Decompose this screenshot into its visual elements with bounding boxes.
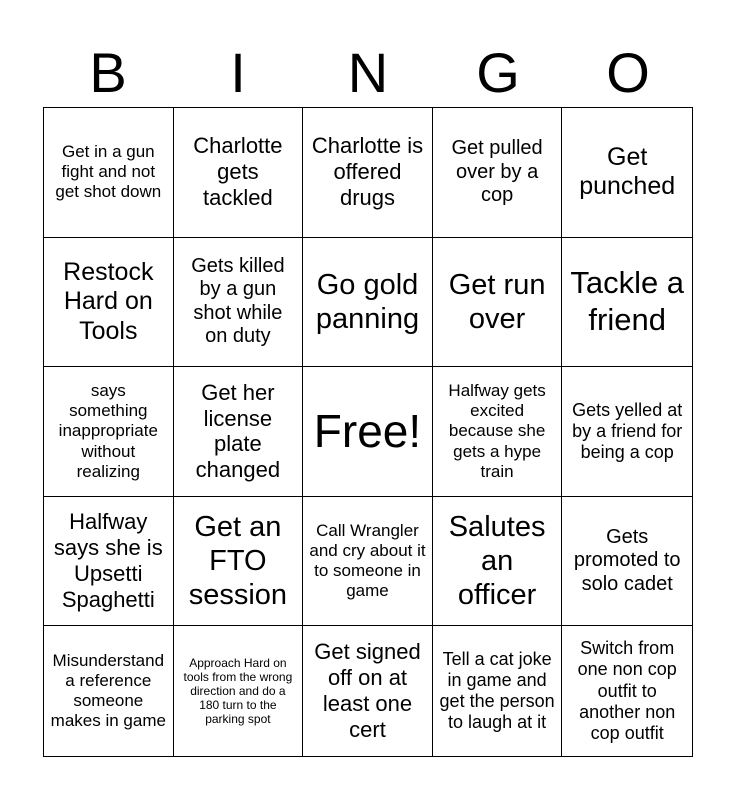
cell-text: Approach Hard on tools from the wrong direction and do a 180 turn to the parking spot — [183, 655, 293, 727]
cell-text: Call Wrangler and cry about it to someone in game — [309, 521, 426, 601]
cell-text: Tell a cat joke in game and get the person to laugh at it — [439, 648, 555, 733]
cell-text: Salutes an officer — [448, 510, 546, 612]
bingo-header — [43, 40, 693, 106]
cell-text: Get an FTO session — [188, 510, 288, 612]
bingo-cell[interactable] — [44, 497, 174, 627]
bingo-cell[interactable] — [303, 626, 433, 756]
bingo-cell[interactable] — [433, 367, 563, 497]
cell-text: Misunderstand a reference someone makes in game — [50, 651, 166, 731]
bingo-cell[interactable] — [44, 367, 174, 497]
cell-text: Halfway says she is Upsetti Spaghetti — [53, 509, 163, 613]
cell-text: Get her license plate changed — [195, 379, 281, 483]
cell-text: Get run over — [448, 268, 546, 335]
cell-text: says something inappropriate without realizing — [58, 381, 158, 481]
cell-text: Go gold panning — [315, 268, 420, 335]
cell-text: Get signed off on at least one cert — [314, 639, 421, 743]
bingo-cell[interactable] — [562, 367, 692, 497]
cell-text: Get pulled over by a cop — [451, 136, 543, 207]
free-space-text: Free! — [313, 405, 422, 458]
header-letter-g: G — [476, 41, 520, 104]
cell-text: Tackle a friend — [570, 265, 685, 337]
cell-text: Gets promoted to solo cadet — [573, 525, 681, 595]
header-letter-i: I — [230, 41, 246, 104]
cell-text: Gets yelled at by a friend for being a cop — [572, 399, 683, 463]
bingo-cell[interactable] — [174, 108, 304, 238]
bingo-cell[interactable] — [174, 238, 304, 368]
bingo-cell[interactable] — [433, 626, 563, 756]
cell-text: Restock Hard on Tools — [63, 257, 154, 345]
bingo-cell[interactable] — [44, 108, 174, 238]
header-letter-b: B — [89, 41, 127, 104]
cell-text: Get in a gun fight and not get shot down — [55, 142, 162, 202]
bingo-cell[interactable] — [303, 238, 433, 368]
free-space-cell[interactable] — [303, 367, 433, 497]
bingo-cell[interactable] — [174, 626, 304, 756]
bingo-cell[interactable] — [433, 497, 563, 627]
bingo-cell[interactable] — [174, 367, 304, 497]
bingo-cell[interactable] — [562, 108, 692, 238]
bingo-cell[interactable] — [44, 626, 174, 756]
cell-text: Charlotte is offered drugs — [311, 133, 424, 211]
cell-text: Get punched — [579, 142, 676, 201]
cell-text: Switch from one non cop outfit to another non cop outfit — [577, 638, 677, 744]
cell-text: Gets killed by a gun shot while on duty — [191, 254, 285, 348]
header-letter-o: O — [606, 41, 650, 104]
bingo-board — [43, 107, 693, 757]
bingo-cell[interactable] — [303, 497, 433, 627]
bingo-cell[interactable] — [562, 238, 692, 368]
bingo-cell[interactable] — [44, 238, 174, 368]
bingo-cell[interactable] — [562, 497, 692, 627]
header-letter-n: N — [347, 41, 389, 104]
bingo-cell[interactable] — [174, 497, 304, 627]
bingo-cell[interactable] — [303, 108, 433, 238]
bingo-cell[interactable] — [562, 626, 692, 756]
bingo-cell[interactable] — [433, 238, 563, 368]
cell-text: Halfway gets excited because she gets a hype train — [448, 381, 546, 481]
cell-text: Charlotte gets tackled — [193, 133, 283, 211]
bingo-cell[interactable] — [433, 108, 563, 238]
